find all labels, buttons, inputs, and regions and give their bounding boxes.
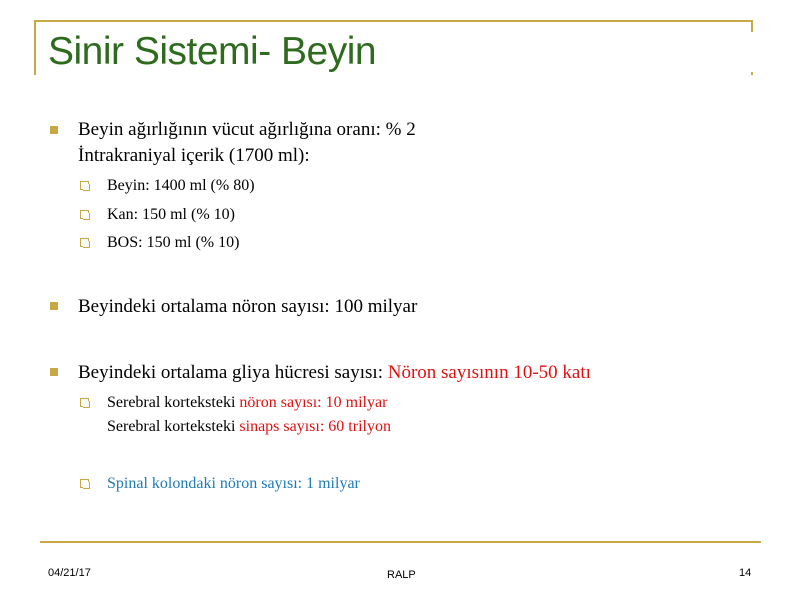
footer-date: 04/21/17 [48,567,91,579]
point1-line2: İntrakraniyal içerik (1700 ml): [78,145,310,166]
point3-highlight: Nöron sayısının 10-50 katı [387,362,591,383]
slide-title: Sinir Sistemi- Beyin [48,30,377,73]
sub-item-bos: BOS: 150 ml (% 10) [107,234,240,251]
hollow-square-bullet-icon [80,181,89,190]
hollow-square-bullet-icon [80,210,89,219]
footer-page-number: 14 [739,567,752,579]
top-frame-line [34,20,753,22]
square-bullet-icon [50,368,58,376]
sub-item-kan: Kan: 150 ml (% 10) [107,206,235,223]
sub-item-spinal: Spinal kolondaki nöron sayısı: 1 milyar [107,475,360,492]
sub-item-beyin: Beyin: 1400 ml (% 80) [107,177,255,194]
sub1b-highlight: sinaps sayısı: 60 trilyon [239,418,391,435]
point2-text: Beyindeki ortalama nöron sayısı: 100 milyar [78,296,418,317]
left-frame-line [34,20,36,75]
corner-mark [751,72,753,75]
footer-divider [40,541,761,543]
sub1-prefix: Serebral korteksteki [107,394,240,411]
hollow-square-bullet-icon [80,479,89,488]
square-bullet-icon [50,126,58,134]
square-bullet-icon [50,302,58,310]
sub1b-prefix: Serebral korteksteki [107,418,240,435]
sub-item-neuron-count [107,391,387,415]
hollow-square-bullet-icon [80,398,89,407]
point3-prefix: Beyindeki ortalama gliya hücresi sayısı: [78,362,388,383]
right-frame-tick [751,20,753,32]
sub1-highlight: nöron sayısı: 10 milyar [239,394,388,411]
hollow-square-bullet-icon [80,238,89,247]
sub-item-synapse-count [107,415,391,439]
footer-center-text: RALP [387,569,416,581]
point1-line1: Beyin ağırlığının vücut ağırlığına oranı: % 2 [78,119,416,140]
point3-text [78,360,591,386]
